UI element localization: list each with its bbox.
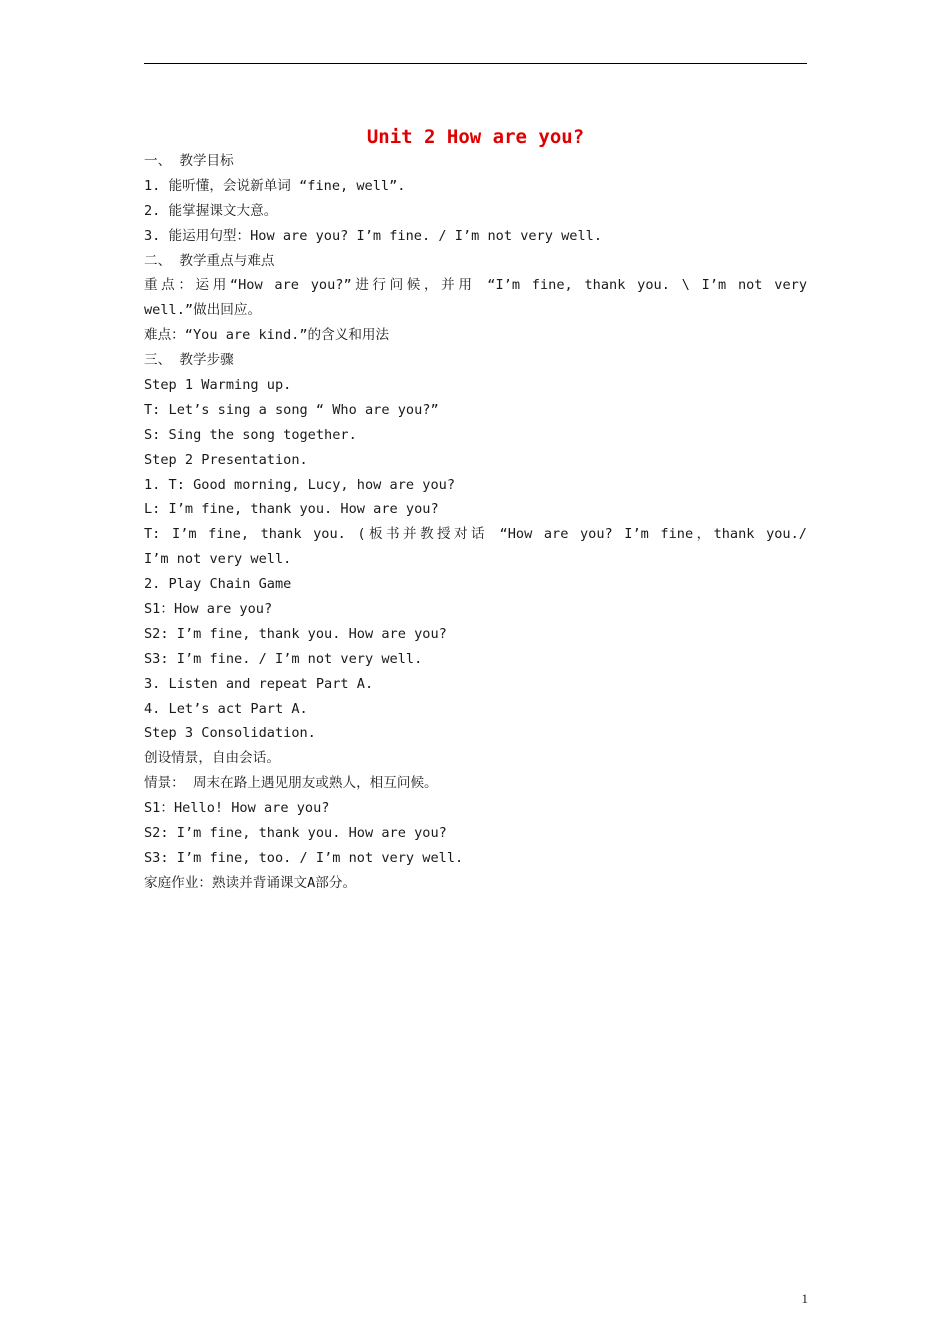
step-2-line-3: T: I’m fine, thank you. (板书并教授对话 “How are you? I’m fine，thank you./ bbox=[144, 526, 807, 543]
step-1-line-students: S: Sing the song together. bbox=[144, 426, 357, 443]
step-1-heading: Step 1 Warming up. bbox=[144, 377, 292, 394]
objective-item-2: 2. 能掌握课文大意。 bbox=[144, 202, 278, 219]
step-1-line-teacher: T: Let’s sing a song “ Who are you?” bbox=[144, 401, 439, 418]
header-rule bbox=[144, 63, 807, 64]
step-2-item-3: 3. Listen and repeat Part A. bbox=[144, 675, 374, 692]
document-body bbox=[144, 149, 807, 896]
objective-item-1: 1. 能听懂，会说新单词 “fine, well”. bbox=[144, 177, 406, 194]
step-3-instruction: 创设情景，自由会话。 bbox=[144, 750, 280, 767]
section-heading-key-points: 二、 教学重点与难点 bbox=[144, 252, 275, 269]
chain-game-line-s2: S2: I’m fine, thank you. How are you? bbox=[144, 625, 447, 642]
section-heading-objectives: 一、 教学目标 bbox=[144, 153, 234, 169]
step-2-item-4: 4. Let’s act Part A. bbox=[144, 700, 308, 717]
chain-game-line-s3: S3: I’m fine. / I’m not very well. bbox=[144, 650, 423, 667]
step-2-line-3-continued: I’m not very well. bbox=[144, 551, 292, 568]
objective-item-3: 3. 能运用句型：How are you? I’m fine. / I’m not very well. bbox=[144, 227, 603, 244]
step-2-heading: Step 2 Presentation. bbox=[144, 451, 308, 468]
step-3-heading: Step 3 Consolidation. bbox=[144, 725, 316, 742]
step-3-line-s2: S2: I’m fine, thank you. How are you? bbox=[144, 825, 447, 842]
key-point-line: 重点：运用“How are you?”进行问候，并用 “I’m fine, thank you. \ I’m not very bbox=[144, 277, 807, 294]
difficult-point-line: 难点：“You are kind.”的含义和用法 bbox=[144, 327, 390, 344]
page-number: 1 bbox=[801, 1291, 808, 1306]
key-point-line-continued: well.”做出回应。 bbox=[144, 302, 262, 319]
chain-game-heading: 2. Play Chain Game bbox=[144, 576, 292, 593]
section-heading-steps: 三、 教学步骤 bbox=[144, 352, 234, 369]
homework-line: 家庭作业：熟读并背诵课文A部分。 bbox=[144, 874, 357, 891]
chain-game-line-s1: S1：How are you? bbox=[144, 601, 273, 618]
step-3-line-s1: S1：Hello! How are you? bbox=[144, 800, 330, 817]
step-2-line-2: L: I’m fine, thank you. How are you? bbox=[144, 501, 439, 518]
step-3-line-s3: S3: I’m fine, too. / I’m not very well. bbox=[144, 849, 464, 866]
step-2-line-1: 1. T: Good morning, Lucy, how are you? bbox=[144, 476, 455, 493]
step-3-scenario: 情景： 周末在路上遇见朋友或熟人，相互问候。 bbox=[144, 775, 438, 792]
document-title: Unit 2 How are you? bbox=[366, 126, 585, 148]
